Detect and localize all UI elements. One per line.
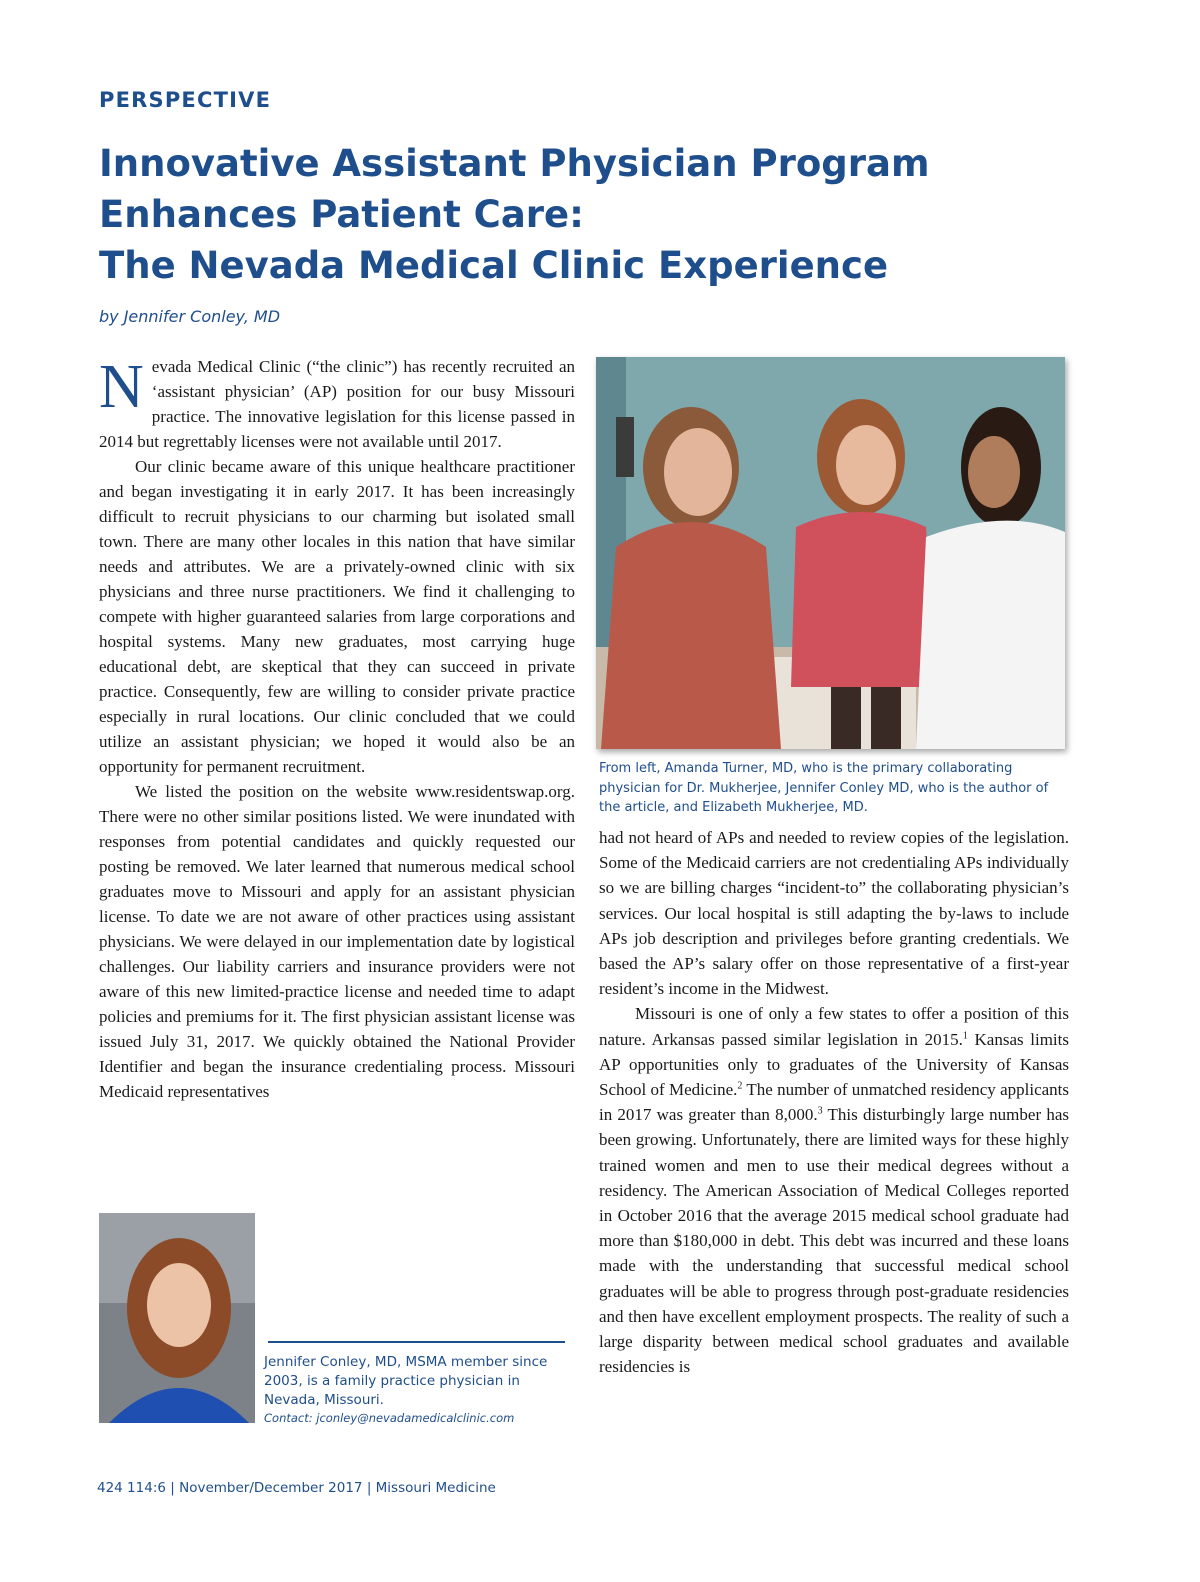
clinic-photo-illustration — [596, 357, 1065, 749]
paragraph-5-text-c: The number of unmatched residency applicants in 2017 was greater than 8,000. — [599, 1080, 1069, 1125]
title-line-2: Enhances Patient Care: — [99, 193, 584, 236]
author-bio: Jennifer Conley, MD, MSMA member since 2003, is a family practice physician in Nevada, Missouri. — [264, 1354, 548, 1408]
paragraph-1-text: evada Medical Clinic (“the clinic”) has recently recruited an ‘assistant physician’ (AP) position for our busy Missouri practice. The innovative legislation for this license passed in 2014 but regrettably licenses were not available until 2017. — [99, 357, 575, 451]
drop-cap: N — [99, 353, 144, 421]
article-title — [99, 138, 999, 291]
paragraph-5-text-b: Kansas limits AP opportunities only to graduates of the University of Kansas School of Medicine. — [599, 1029, 1069, 1100]
reference-1: 1 — [962, 1029, 968, 1041]
author-contact: Contact: jconley@nevadamedicalclinic.com — [264, 1411, 515, 1425]
reference-2: 2 — [737, 1080, 743, 1092]
reference-3: 3 — [817, 1105, 823, 1117]
paragraph-5 — [599, 1001, 1069, 1379]
photo-caption: From left, Amanda Turner, MD, who is the primary collaborating physician for Dr. Mukherjee, Jennifer Conley MD, who is the author of the article, and Elizabeth Mukherjee, MD. — [599, 761, 1049, 815]
clinic-photo — [596, 357, 1065, 749]
title-line-3: The Nevada Medical Clinic Experience — [99, 244, 889, 287]
paragraph-3: We listed the position on the website www.residentswap.org. There were no other similar positions listed. We were inundated with responses from potential candidates and quickly requested our posting be removed. We later learned that numerous medical school graduates move to Missouri and apply for an assistant physician license. To date we are not aware of other practices using assistant physicians. We were delayed in our implementation date by logistical challenges. Our liability carriers and insurance providers were not aware of this new limited-practice license and needed time to adapt policies and premiums for it. The first physician assistant license was issued July 31, 2017. We quickly obtained the National Provider Identifier and began the insurance credentialing process. Missouri Medicaid representatives — [99, 782, 575, 1101]
left-column — [99, 354, 575, 1104]
byline: by Jennifer Conley, MD — [99, 307, 281, 326]
paragraph-4: had not heard of APs and needed to review copies of the legislation. Some of the Medicaid carriers are not credentialing APs individually so we are billing charges “incident-to” the collaborating physician’s services. Our local hospital is still adapting the by-laws to include APs job description and privileges before granting credentials. We based the AP’s salary offer on those representative of a first-year resident’s income in the Midwest. — [599, 828, 1069, 999]
title-line-1: Innovative Assistant Physician Program — [99, 142, 930, 185]
paragraph-5-text-d: This disturbingly large number has been growing. Unfortunately, there are limited ways for these highly trained women and men to use their medical degrees without a residency. The American Association of Medical Colleges reported in October 2016 that the average 2015 medical school graduate had more than $180,000 in debt. This debt was incurred and these loans made with the understanding that successful medical school graduates will be able to progress through post-graduate residencies and then have excellent employment prospects. The reality of such a large disparity between medical school graduates and available residencies is — [599, 1105, 1069, 1377]
paragraph-5-text-a: Missouri is one of only a few states to offer a position of this nature. Arkansas passed similar legislation in 2015. — [599, 1004, 1069, 1049]
paragraph-2: Our clinic became aware of this unique healthcare practitioner and began investigating it in early 2017. It has been increasingly difficult to recruit physicians to our charming but isolated small town. There are many other locales in this nation that have similar needs and attributes. We are a privately-owned clinic with six physicians and three nurse practitioners. We find it challenging to compete with higher guaranteed salaries from large corporations and hospital systems. Many new graduates, most carrying huge educational debt, are skeptical that they can succeed in private practice. Consequently, few are willing to consider private practice especially in rural locations. Our clinic concluded that we could utilize an assistant physician; we hoped it would also be an opportunity for permanent recruitment. — [99, 457, 575, 776]
section-label: PERSPECTIVE — [99, 88, 272, 112]
author-photo — [99, 1213, 255, 1423]
author-photo-illustration — [99, 1213, 255, 1423]
paragraph-1 — [99, 354, 575, 454]
page-footer: 424 114:6 | November/December 2017 | Missouri Medicine — [97, 1480, 496, 1496]
author-divider — [268, 1341, 565, 1343]
right-column — [599, 825, 1069, 1379]
